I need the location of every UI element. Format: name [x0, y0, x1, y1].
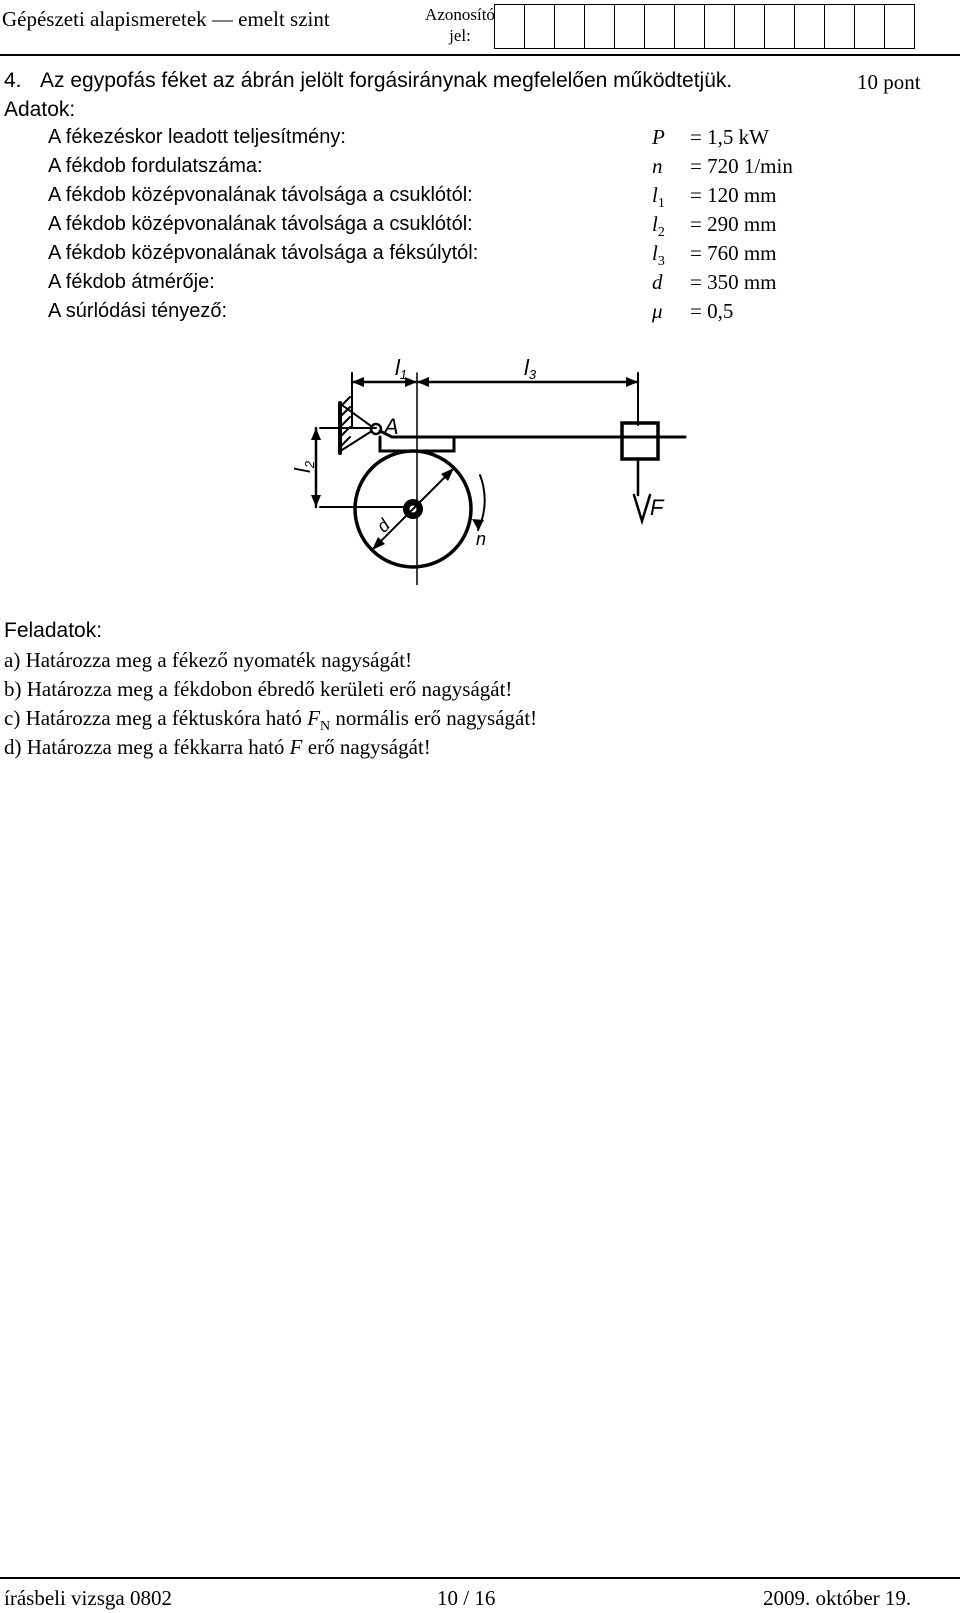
data-row-symbol — [652, 299, 663, 323]
label-f: F — [650, 495, 664, 520]
task-c-subscript: N — [320, 719, 331, 735]
id-box[interactable] — [524, 4, 555, 49]
id-box[interactable] — [644, 4, 675, 49]
data-row-symbol — [652, 154, 663, 178]
task-number: 4. — [4, 69, 22, 92]
symbol-letter: l — [652, 212, 658, 236]
data-row-value: = 760 mm — [690, 241, 777, 265]
label-l3: l3 — [524, 355, 537, 382]
id-box[interactable] — [734, 4, 765, 49]
footer-exam: írásbeli vizsga 0802 — [4, 1586, 172, 1610]
arrowhead — [626, 377, 638, 387]
footer-rule — [0, 1577, 960, 1579]
id-box[interactable] — [584, 4, 615, 49]
footer-date: 2009. október 19. — [763, 1586, 912, 1610]
label-n: n — [476, 529, 487, 549]
id-label-line1: Azonosító — [425, 5, 495, 24]
data-row-label: A fékdob középvonalának távolsága a csuklótól: — [48, 184, 473, 206]
symbol-letter: l — [652, 183, 658, 207]
task-c-text: c) Határozza meg a féktuskóra ható — [4, 706, 308, 730]
symbol-letter: μ — [652, 299, 663, 323]
symbol-letter: d — [652, 270, 663, 294]
task-d-text: d) Határozza meg a fékkarra ható — [4, 735, 290, 759]
data-row-label: A fékdob középvonalának távolsága a csuklótól: — [48, 213, 473, 235]
id-box[interactable] — [884, 4, 915, 49]
id-label-line2: jel: — [449, 26, 471, 45]
task-c-symbol: F — [307, 706, 321, 730]
data-row-symbol — [652, 125, 665, 149]
id-label — [424, 4, 496, 46]
task-c-text-end: normális erő nagyságát! — [330, 706, 538, 730]
force-arrow — [634, 495, 650, 521]
tasks-heading: Feladatok: — [4, 619, 103, 642]
data-row-label: A súrlódási tényező: — [48, 300, 227, 322]
id-box[interactable] — [494, 4, 525, 49]
data-row-label: A fékdob középvonalának távolsága a féksúlytól: — [48, 242, 479, 264]
data-row-value: = 350 mm — [690, 270, 777, 294]
symbol-letter: n — [652, 154, 663, 178]
data-row-value: = 290 mm — [690, 212, 777, 236]
brake-weight — [622, 423, 658, 459]
arrowhead — [417, 377, 429, 387]
task-d — [4, 735, 431, 759]
task-a: a) Határozza meg a fékező nyomaték nagyságát! — [4, 648, 413, 672]
data-row-label: A fékdob fordulatszáma: — [48, 155, 263, 177]
data-row-value: = 0,5 — [690, 299, 734, 323]
data-row-value: = 1,5 kW — [690, 125, 769, 149]
label-l1: l1 — [395, 355, 408, 382]
data-row-symbol — [652, 270, 663, 294]
task-b: b) Határozza meg a fékdobon ébredő kerületi erő nagyságát! — [4, 677, 513, 701]
id-box[interactable] — [854, 4, 885, 49]
data-row-value: = 720 1/min — [690, 154, 793, 178]
header-title: Gépészeti alapismeretek — emelt szint — [2, 7, 330, 31]
id-box[interactable] — [824, 4, 855, 49]
symbol-letter: P — [652, 125, 665, 149]
data-row-value: = 120 mm — [690, 183, 777, 207]
symbol-subscript: 1 — [657, 196, 665, 212]
arrowhead — [352, 377, 364, 387]
symbol-letter: l — [652, 241, 658, 265]
brake-diagram — [280, 355, 700, 585]
label-l2: l2 — [290, 460, 317, 473]
id-boxes — [495, 4, 915, 49]
task-points: 10 pont — [857, 70, 921, 94]
data-row-label: A fékdob átmérője: — [48, 271, 215, 293]
id-box[interactable] — [794, 4, 825, 49]
id-box[interactable] — [674, 4, 705, 49]
id-box[interactable] — [704, 4, 735, 49]
symbol-subscript: 3 — [657, 254, 665, 270]
data-heading: Adatok: — [4, 98, 76, 121]
id-box[interactable] — [614, 4, 645, 49]
label-d: d — [372, 515, 394, 537]
header-rule — [0, 54, 960, 56]
data-row-label: A fékezéskor leadott teljesítmény: — [48, 126, 346, 148]
id-box[interactable] — [764, 4, 795, 49]
footer-page: 10 / 16 — [437, 1586, 496, 1610]
task-d-text-end: erő nagyságát! — [302, 735, 431, 759]
task-statement: Az egypofás féket az ábrán jelölt forgásiránynak megfelelően működtetjük. — [40, 69, 733, 92]
label-pivot-a: A — [384, 414, 399, 439]
symbol-subscript: 2 — [657, 225, 665, 241]
id-box[interactable] — [554, 4, 585, 49]
diameter-line — [372, 468, 454, 550]
task-d-symbol: F — [289, 735, 303, 759]
